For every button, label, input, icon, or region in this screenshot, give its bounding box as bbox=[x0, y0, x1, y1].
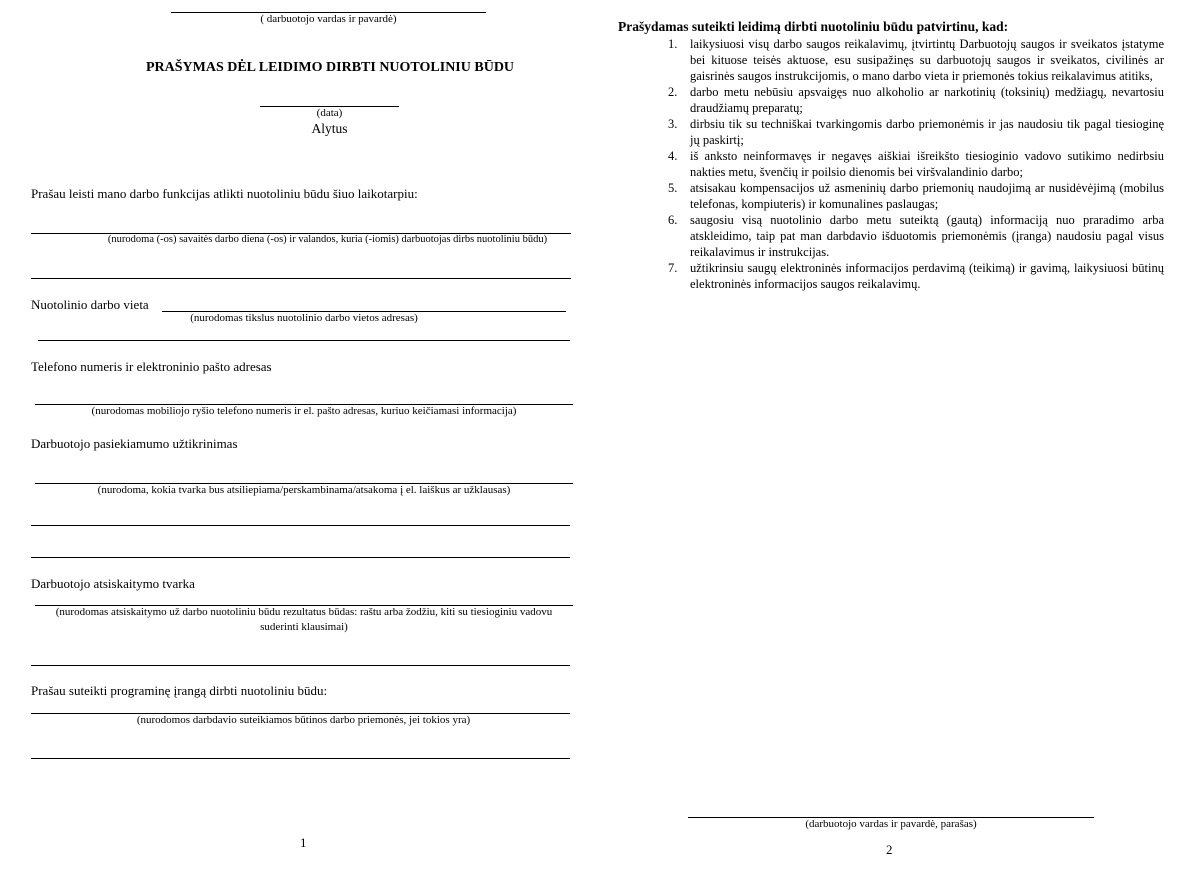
software-label: Prašau suteikti programinę įrangą dirbti nuotoliniu būdu: bbox=[31, 683, 328, 698]
list-item-text: atsisakau kompensacijos už asmeninių darbo priemonių naudojimą ar nusidėvėjimą (mobilus telefonas, kompiuteris) ir komunalines paslaugas; bbox=[690, 181, 1164, 211]
list-item bbox=[670, 84, 1164, 116]
city-name: Alytus bbox=[311, 121, 348, 136]
period-line-2[interactable] bbox=[31, 278, 571, 279]
reach-caption: (nurodoma, kokia tvarka bus atsiliepiama/perskambinama/atsakoma į el. laiškus ar užklausas) bbox=[97, 484, 511, 496]
list-item bbox=[670, 260, 1164, 292]
list-item-number: 6. bbox=[668, 213, 678, 227]
list-item-text: darbo metu nebūsiu apsvaigęs nuo alkoholio ar narkotinių (toksinių) medžiagų, nevartosiu draudžiamų preparatų; bbox=[690, 85, 1164, 115]
page-number-1: 1 bbox=[300, 835, 307, 850]
list-item-number: 5. bbox=[668, 181, 678, 195]
report-line-2[interactable] bbox=[31, 665, 570, 666]
document-title: PRAŠYMAS DĖL LEIDIMO DIRBTI NUOTOLINIU BŪDU bbox=[145, 60, 515, 75]
software-line-2[interactable] bbox=[31, 758, 570, 759]
reach-line-3[interactable] bbox=[31, 557, 570, 558]
phone-label: Telefono numeris ir elektroninio pašto adresas bbox=[31, 359, 272, 374]
list-item bbox=[670, 116, 1164, 148]
list-item bbox=[670, 36, 1164, 84]
list-item-text: dirbsiu tik su techniškai tvarkingomis darbo priemonėmis ir jas naudosiu tik pagal tiesioginę jų paskirtį; bbox=[690, 117, 1164, 147]
list-item-number: 7. bbox=[668, 261, 678, 275]
page-number-2: 2 bbox=[886, 842, 893, 857]
date-caption: (data) bbox=[316, 107, 343, 119]
list-item bbox=[670, 148, 1164, 180]
list-item-number: 3. bbox=[668, 117, 678, 131]
declaration-heading: Prašydamas suteikti leidimą dirbti nuotoliniu būdu patvirtinu, kad: bbox=[618, 19, 1009, 34]
period-caption: (nurodoma (-os) savaitės darbo diena (-os) ir valandos, kuria (-iomis) darbuotojas dirbs nuotoliniu būdu) bbox=[107, 234, 548, 245]
list-item-text: laikysiuosi visų darbo saugos reikalavimų, įtvirtintų Darbuotojų saugos ir sveikatos įstatyme bei kituose teisės aktuose, esu susipažinęs su darbuotojų saugos ir sveikatos, civilinės ar gaisrinės saugos instrukcijomis, o mano darbo vieta ir priemonės tokius reikalavimus atitiks, bbox=[690, 37, 1164, 83]
list-item-number: 2. bbox=[668, 85, 678, 99]
list-item bbox=[670, 180, 1164, 212]
reach-label: Darbuotojo pasiekiamumo užtikrinimas bbox=[31, 436, 238, 451]
employee-name-caption: ( darbuotojo vardas ir pavardė) bbox=[260, 13, 397, 25]
phone-caption: (nurodomas mobiliojo ryšio telefono numeris ir el. pašto adresas, kuriuo keičiamasi informacija) bbox=[91, 405, 517, 417]
workplace-label: Nuotolinio darbo vieta bbox=[31, 297, 149, 312]
list-item-number: 4. bbox=[668, 149, 678, 163]
workplace-line-2[interactable] bbox=[38, 340, 570, 341]
list-item-text: užtikrinsiu saugų elektroninės informacijos perdavimą (teikimą) ir gavimą, laikysiuosi būtinų elektroninės informacijos saugos reikalavimų. bbox=[690, 261, 1164, 291]
report-label: Darbuotojo atsiskaitymo tvarka bbox=[31, 576, 195, 591]
list-item-text: saugosiu visą nuotolinio darbo metu suteiktą (gautą) informaciją nuo praradimo arba atskleidimo, taip pat man darbdavio išduotomis priemonėmis (įranga) naudosiu pagal visus reikalavimus ir instrukcijas. bbox=[690, 213, 1164, 259]
software-caption: (nurodomos darbdavio suteikiamos būtinos darbo priemonės, jei tokios yra) bbox=[136, 714, 471, 726]
period-label: Prašau leisti mano darbo funkcijas atlikti nuotoliniu būdu šiuo laikotarpiu: bbox=[31, 186, 418, 201]
workplace-caption: (nurodomas tikslus nuotolinio darbo vietos adresas) bbox=[190, 312, 418, 324]
list-item-number: 1. bbox=[668, 37, 678, 51]
list-item-text: iš anksto neinformavęs ir negavęs aiškiai išreikšto tiesioginio vadovo sutikimo nedirbsiu nakties metu, švenčių ir poilsio dienomis bei viršvalandinio darbo; bbox=[690, 149, 1164, 179]
report-caption-2: suderinti klausimai) bbox=[260, 621, 348, 633]
report-caption-1: (nurodomas atsiskaitymo už darbo nuotoliniu būdu rezultatus būdas: raštu arba žodžiu, kiti su tiesioginiu vadovu bbox=[55, 606, 553, 618]
list-item bbox=[670, 212, 1164, 260]
declaration-list bbox=[670, 36, 1164, 292]
signature-caption: (darbuotojo vardas ir pavardė, parašas) bbox=[805, 818, 977, 830]
reach-line-2[interactable] bbox=[31, 525, 570, 526]
